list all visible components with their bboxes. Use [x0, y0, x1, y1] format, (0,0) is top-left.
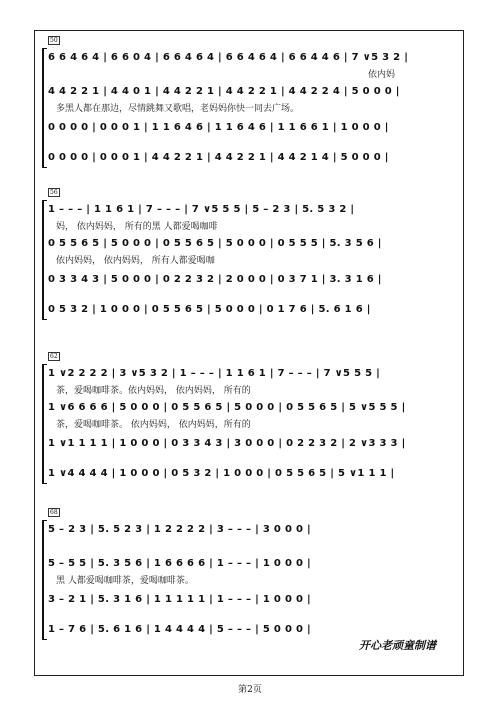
notation-line: 4 4 2 2 1 | 4 4 0 1 | 4 4 2 2 1 | 4 4 2 2 1 | 4 4 2 2 4 | 5 0 0 0 | — [48, 86, 400, 97]
system-bracket — [42, 520, 47, 640]
lyric-line: 多黑人都在那边，尽情跳舞又歌唱，老妈妈你快一同去广场。 — [56, 104, 300, 114]
lyric-line: 依内妈 — [368, 70, 396, 80]
notation-line: 1 – – – | 1 1 6 1 | 7 – – – | 7 ∨5 5 5 | 5 – 2 3 | 5. 5 3 2 | — [48, 204, 355, 215]
notation-line: 0 3 3 4 3 | 5 0 0 0 | 0 2 2 3 2 | 2 0 0 0 | 0 3 7 1 | 3. 3 1 6 | — [48, 274, 382, 285]
measure-number: 62 — [50, 353, 58, 360]
system-bracket — [42, 364, 47, 484]
notation-line: 1 ∨4 4 4 4 | 1 0 0 0 | 0 5 3 2 | 1 0 0 0 | 0 5 5 6 5 | 5 ∨1 1 1 | — [48, 468, 395, 479]
measure-number: 56 — [50, 189, 58, 196]
notation-line: 6 6 4 6 4 | 6 6 0 4 | 6 6 4 6 4 | 6 6 4 6 4 | 6 6 4 4 6 | 7 ∨5 3 2 | — [48, 52, 409, 63]
notation-line: 5 – 5 5 | 5. 3 5 6 | 1 6 6 6 6 | 1 – – – | 1 0 0 0 | — [48, 558, 311, 569]
notation-line: 1 ∨2 2 2 2 | 3 ∨5 3 2 | 1 – – – | 1 1 6 1 | 7 – – – | 7 ∨5 5 5 | — [48, 368, 381, 379]
lyric-line: 茶，爱喝咖啡茶。 依内妈妈， 依内妈妈，所有的 — [56, 420, 251, 430]
lyric-line: 茶，爱喝咖啡茶。依内妈妈， 依内妈妈， 所有的 — [56, 386, 251, 396]
system-bracket — [42, 200, 47, 320]
lyric-line: 妈， 依内妈妈， 所有的黑 人都爱喝咖啡 — [56, 222, 218, 232]
system-bracket — [42, 48, 47, 168]
notation-line: 0 5 5 6 5 | 5 0 0 0 | 0 5 5 6 5 | 5 0 0 0 | 0 5 5 5 | 5. 3 5 6 | — [48, 238, 382, 249]
notation-line: 1 – 7 6 | 5. 6 1 6 | 1 4 4 4 4 | 5 – – – | 5 0 0 0 | — [48, 624, 311, 635]
notation-line: 0 5 3 2 | 1 0 0 0 | 0 5 5 6 5 | 5 0 0 0 | 0 1 7 6 | 5. 6 1 6 | — [48, 304, 371, 315]
notation-line: 3 – 2 1 | 5. 3 1 6 | 1 1 1 1 1 | 1 – – – | 1 0 0 0 | — [48, 594, 311, 605]
page-number: 第2页 — [238, 685, 262, 695]
notation-line: 5 – 2 3 | 5. 5 2 3 | 1 2 2 2 2 | 3 – – – | 3 0 0 0 | — [48, 524, 311, 535]
notation-line: 1 ∨6 6 6 6 | 5 0 0 0 | 0 5 5 6 5 | 5 0 0 0 | 0 5 5 6 5 | 5 ∨5 5 5 | — [48, 402, 406, 413]
credit: 开心老顽童制谱 — [359, 639, 436, 652]
measure-number: 50 — [50, 37, 58, 44]
notation-line: 1 ∨1 1 1 1 | 1 0 0 0 | 0 3 3 4 3 | 3 0 0 0 | 0 2 2 3 2 | 2 ∨3 3 3 | — [48, 438, 406, 449]
notation-line: 0 0 0 0 | 0 0 0 1 | 4 4 2 2 1 | 4 4 2 2 1 | 4 4 2 1 4 | 5 0 0 0 | — [48, 152, 389, 163]
lyric-line: 依内妈妈， 依内妈妈， 所有人都爱喝咖 — [56, 256, 215, 266]
lyric-line: 黑 人都爱喝咖啡茶，爱喝咖啡茶。 — [56, 576, 194, 586]
notation-line: 0 0 0 0 | 0 0 0 1 | 1 1 6 4 6 | 1 1 6 4 6 | 1 1 6 6 1 | 1 0 0 0 | — [48, 122, 389, 133]
measure-number: 68 — [50, 509, 58, 516]
